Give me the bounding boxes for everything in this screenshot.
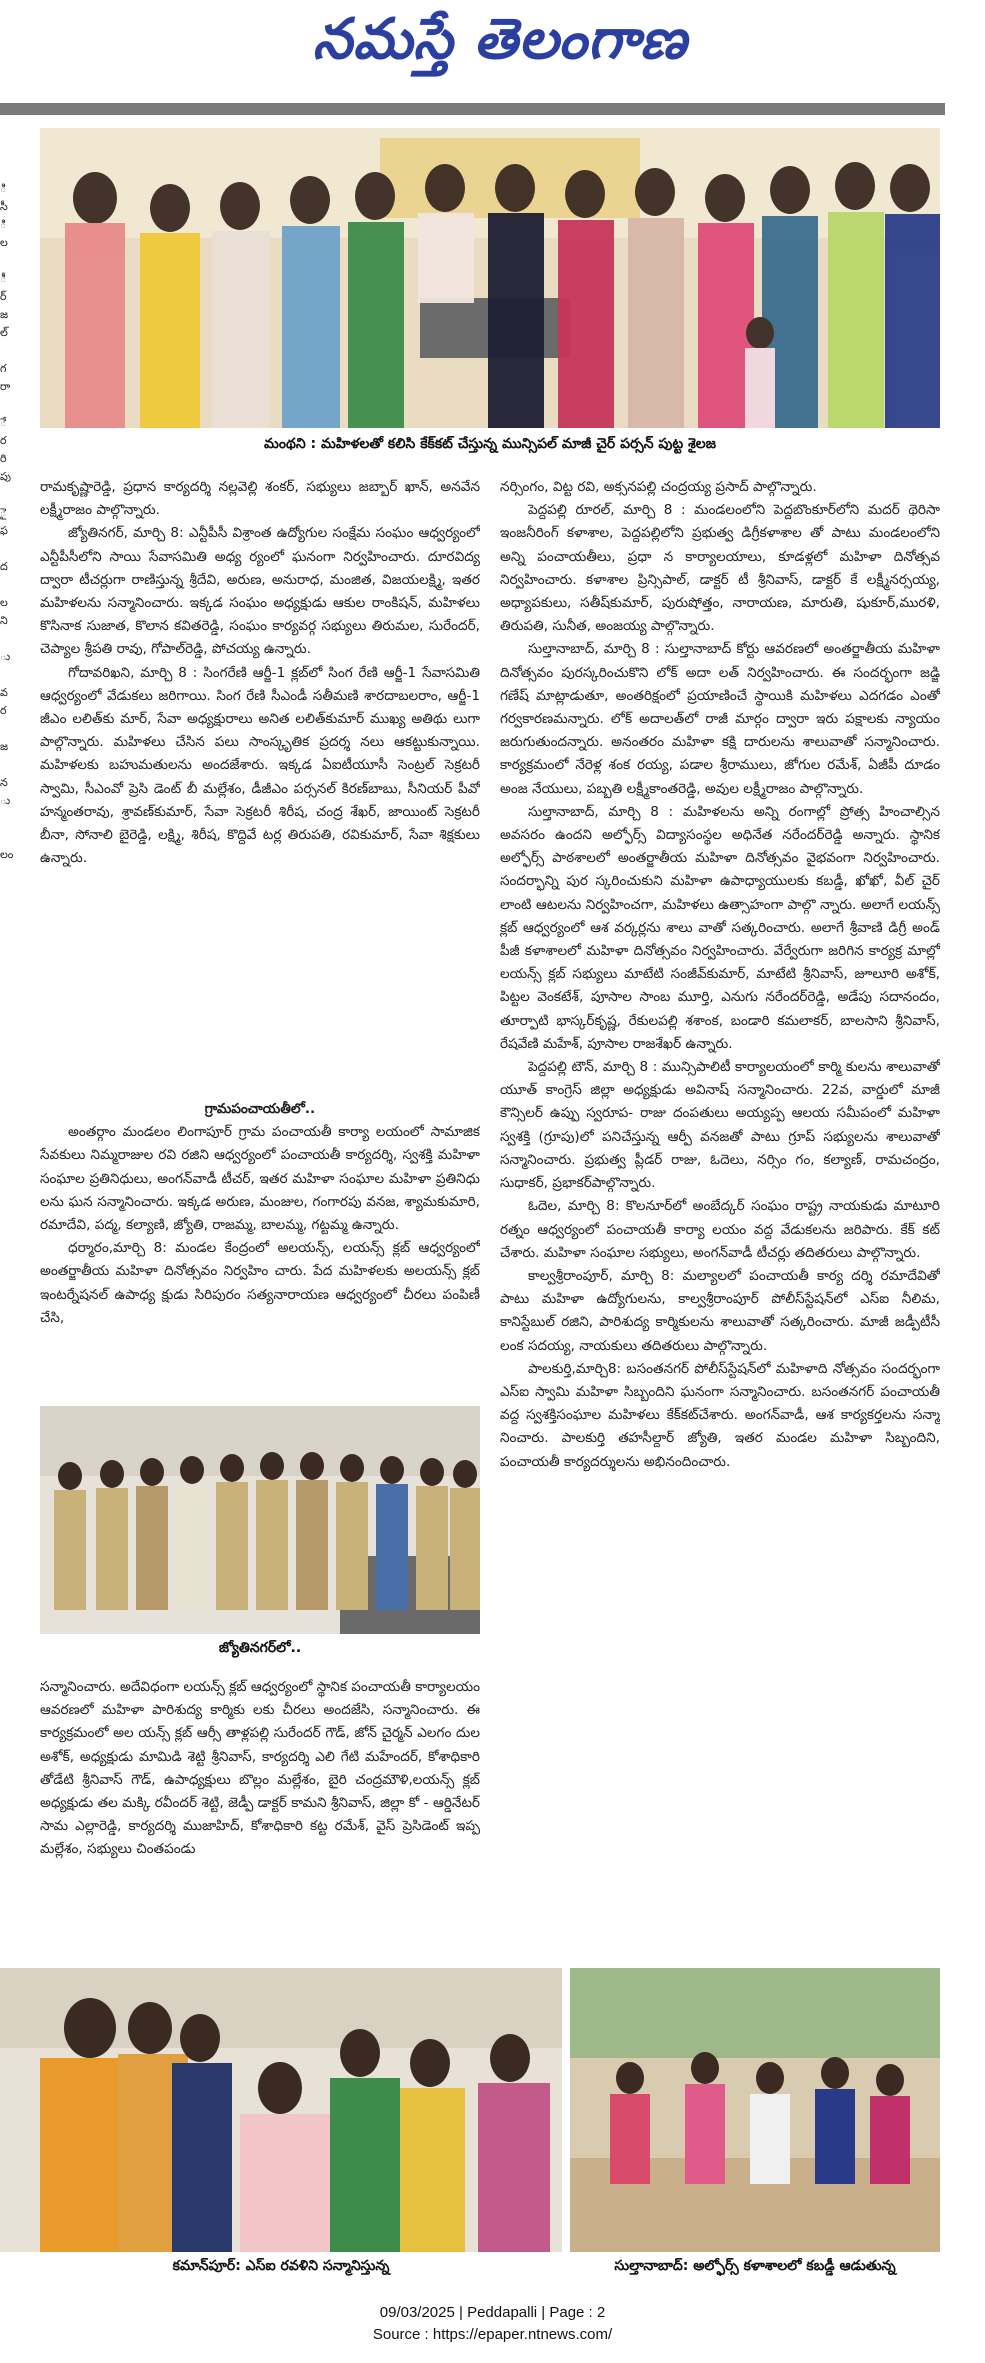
police-group-image	[40, 1406, 480, 1634]
paragraph: అంతర్గాం మండలం లింగాపూర్ గ్రామ పంచాయతీ కార్యా లయంలో సామాజిక సేవకులు నిమ్మరాజుల రవి రజిని ఆధ్వర్యంలో పంచాయతీ కార్యదర్శి, స్వశక్తి మహిళా సంఘాల ప్రతినిధులు, అంగన్‌వాడీ టీచర్, ఇతర మహిళా సంఘాల మహిళా ప్రతినిధు లను ఘన సన్మానించారు. ఇక్కడ అరుణ, మంజుల, గంగారపు వనజ, శ్యామకుమారి, రమాదేవి, పద్మ, కల్యాణి, జ్యోతి, రాజమ్మ, బాలమ్మ, గట్టమ్మ ఉన్నారు.	[40, 1124, 480, 1234]
edge-fragment: ద	[0, 560, 8, 573]
edge-fragment: ర్	[0, 290, 7, 303]
article-column-left-top	[40, 476, 480, 1098]
paragraph: సుల్తానాబాద్, మార్చి 8 : మహిళలను అన్ని రంగాల్లో ప్రోత్స హించాల్సిన అవసరం ఉందని అల్ఫోర్స్ విద్యాసంస్థల అధినేత నరేందర్‌రెడ్డి అన్నారు. స్థానిక అల్ఫోర్స్ పాఠశాలలో అంతర్జాతీయ మహిళా దినోత్సవం వైభవంగా నిర్వహించారు. సందర్భాన్ని పుర స్కరించుకుని మహిళా ఉపాధ్యాయులకు కబడ్డీ, ఖోఖో, వీల్ చైర్ లాంటి ఆటలను నిర్వహించగా, మహిళలు ఉత్సాహంగా పాల్గొ న్నారు. అలాగే లయన్స్ క్లబ్ ఆధ్వర్యంలో ఆశ వర్కర్లను శాలు వాతో సత్కరించారు. అలాగే శ్రీవాణి డిగ్రీ అండ్ పీజీ కళాశాలలో మహిళా దినోత్సవం నిర్వహించారు. వేర్వేరుగా జరిగిన కార్యక్ర మాల్లో లయన్స్ క్లబ్ సభ్యులు మాటేటి సంజీవ్‌కుమార్, మాటేటి శ్రీనివాస్, జూలూరి అశోక్, పిట్టల వెంకటేశ్, పూసాల సాంబ మూర్తి, ఎనుగు నరేందర్‌రెడ్డి, అడేపు సదానందం, తూర్పాటి భాస్కర్‌కృష్ణ, రేకులపల్లి శశాంక, బండారి కమలాకర్, బాలసాని శ్రీనివాస్, రేషవేణి మహేశ్, పూసాల రాజశేఖర్ ఉన్నారు.	[500, 803, 940, 1052]
paragraph: పాలకుర్తి,మార్చి8: బసంతనగర్ పోలీస్‌స్టేషన్‌లో మహిళాది నోత్సవం సందర్భంగా ఎస్ఐ స్వామి మహిళా సిబ్బందిని ఘనంగా సన్మానించారు. బసంతనగర్ పంచాయతీ వద్ద స్వశక్తిసంఘాల మహిళలు కేక్‌కట్‌చేశారు. అంగన్‌వాడీ, ఆశ కార్యకర్తలను సన్మా నించారు. పాలకుర్తి తహసీల్దార్ జ్యోతి, ఇతర మండల మహిళా సిబ్బందిని, పంచాయతీ కార్యదర్శులను అభినందించారు.	[500, 1360, 940, 1470]
article-column-left-mid	[40, 1098, 480, 1388]
felicitation-image	[0, 1968, 562, 2252]
masthead	[0, 0, 985, 100]
edge-fragment: ల	[0, 596, 8, 609]
bottom-right-photo-sultanabad-kabaddi	[570, 1968, 940, 2252]
edge-fragment	[0, 666, 24, 684]
edge-fragment	[0, 828, 24, 846]
police-photo-caption: జ్యోతినగర్‌లో..	[218, 1640, 302, 1656]
top-photo-women-cake-cutting	[40, 128, 940, 428]
top-photo-caption: మంథని : మహిళలతో కలిసి కేక్‌కట్ చేస్తున్న మున్సిపల్ మాజీ చైర్ పర్సన్ పుట్ట శైలజ	[264, 436, 716, 452]
edge-fragment: ర	[0, 704, 7, 717]
edge-fragment	[0, 486, 24, 504]
edge-fragment: జ	[0, 740, 9, 753]
edge-fragment: ని	[0, 614, 8, 627]
police-photo-jyothinagar	[40, 1406, 480, 1634]
edge-fragment: ు	[0, 650, 11, 663]
bottom-left-photo-caption: కమాన్‌పూర్: ఎస్‌ఐ రవళిని సన్మానిస్తున్న	[172, 2258, 390, 2274]
edge-fragment	[0, 576, 24, 594]
edge-fragment	[0, 630, 24, 648]
edge-fragment: ీ	[0, 272, 7, 285]
edge-fragment	[0, 756, 24, 774]
edge-fragment: ై	[0, 506, 7, 519]
edge-fragment: వ	[0, 686, 8, 699]
edge-fragment	[0, 396, 24, 414]
edge-fragment: గ	[0, 362, 7, 375]
paragraph: గోదావరిఖని, మార్చి 8 : సింగరేణి ఆర్జీ-1 క్లబ్‌లో సింగ రేణి ఆర్జీ-1 సేవాసమితి ఆధ్వర్యంలో వేడుకలు జరిగాయి. సింగ రేణి సీఎండీ సతీమణి శారదాబలరాం, ఆర్జీ-1 జీఎం లలిత్‌కు మార్, సేవా అధ్యక్షురాలు అనిత లలిత్‌కుమార్ ముఖ్య అతిథు లుగా పాల్గొన్నారు. మహిళలు చేసిన పలు సాంస్కృతిక ప్రదర్శ నలు ఆకట్టుకున్నాయి. మహిళలకు బహుమతులను అందజేశారు. ఇక్కడ ఏఐటీయూసీ సెంట్రల్ సెక్రటరీ స్వామి, సీఎంవో ప్రెసి డెంట్ బీ మల్లేశం, డీజీఎం పర్సనల్ కిరణ్‌బాబు, సీనియర్ పీవో హన్మంతరావు, శ్రావణ్‌కుమార్, సేవా సెక్రటరీ శిరీష, చంద్ర శేఖర్, జాయింట్ సెక్రటరీ బీనా, సోనాలి బైరెడ్డి, లక్ష్మి, శిరీష, కొద్దివే టర్ల తిరుపతి, రవికుమార్, సేవా శిక్షకులు ఉన్నారు.	[40, 664, 480, 867]
edge-fragment: ి	[0, 218, 7, 231]
edge-fragment: న	[0, 776, 8, 789]
edge-fragment: ే	[0, 416, 7, 429]
edge-fragment: ఫ	[0, 524, 8, 537]
newspaper-logo-title: నమస్తే తెలంగాణ	[312, 6, 688, 72]
paragraph: కాల్వశ్రీరాంపూర్, మార్చి 8: మల్యాలలో పంచాయతీ కార్య దర్శి రమాదేవితో పాటు మహిళా ఉద్యోగులను, కాల్వశ్రీరాంపూర్ పోలీస్‌స్టేషన్‌లో ఎస్ఐ నీలిమ, కానిస్టేబుల్ రజిని, పారిశుద్య కార్మికులను శాలువాతో సత్కరించారు. మాజీ జడ్పీటీసీ లంక సదయ్య, నాయకులు తదితరులు పాల్గొన్నారు.	[500, 1267, 940, 1354]
paragraph: పెద్దపల్లి టౌన్, మార్చి 8 : మున్సిపాలిటీ కార్యాలయంలో కార్మి కులను శాలువాతో యూత్ కాంగ్రెస్ జిల్లా అధ్యక్షుడు అవినాష్ సన్మానించారు. 22వ, వార్డులో మాజీ కౌన్సిలర్ ఉప్పు స్వరూప- రాజు దంపతులు అయ్యప్ప ఆలయ సమీపంలో మహిళా స్వశక్తి (గ్రూపు)లో పనిచేస్తున్న ఆర్పీ వనజతో పాటు గ్రూప్ సభ్యులను శాలువాతో సన్మానించారు. ప్రభుత్వ ప్లీడర్ రాజు, ఓదెలు, నర్సిం గం, కల్యాణ్, రామచంద్రం, సుధాకర్, ప్రభాకర్‌పాల్గొన్నారు.	[500, 1059, 940, 1192]
masthead-divider	[0, 103, 945, 115]
group-photo-image	[40, 128, 940, 428]
kabaddi-image	[570, 1968, 940, 2252]
paragraph: రామకృష్ణారెడ్డి, ప్రధాన కార్యదర్శి నల్లవెల్లి శంకర్, సభ్యులు జబ్బార్ ఖాన్, అనవేన లక్ష్మీరాజం పాల్గొన్నారు.	[40, 479, 480, 519]
edge-fragment: ల	[0, 236, 8, 249]
paragraph: ఓదెల, మార్చి 8: కొలనూర్‌లో అంబేద్కర్ సంఘం రాష్ట్ర నాయకుడు మాటూరి రత్నం ఆధ్వర్యంలో పంచాయతీ కార్యా లయం వద్ద వేడుకలను జరిపారు. కేక్ కట్ చేశారు. మహిళా సంఘాల సభ్యులు, అంగన్‌వాడీ టీచర్లు తదితరులు పాల్గొన్నారు.	[500, 1198, 940, 1261]
paragraph: జ్యోతినగర్, మార్చి 8: ఎన్టీపీసీ విశ్రాంత ఉద్యోగుల సంక్షేమ సంఘం ఆధ్వర్యంలో ఎన్టీపీసీలోని సాయి సేవాసమితి అధ్య ర్యంలో ఘనంగా నిర్వహించారు. దూరవిద్య ద్వారా టీచర్లుగా రాణిస్తున్న శ్రీదేవి, అరుణ, అనురాధ, మంజిత, విజయలక్ష్మి, ఇతర మహిళలను సన్మానించారు. ఇక్కడ సంఘం అధ్యక్షుడు ఆకుల రాంకిషన్, మహిళలు కొసినాక సుజాత, కొలాన కవితరెడ్డి, సంఘం కార్యవర్గ సభ్యులు తిరుమల, సురేందర్, చెప్యాల శ్రీపతి రావు, గోపాల్‌రెడ్డి, పోచయ్య ఉన్నారు.	[40, 525, 480, 658]
edge-fragment	[0, 252, 24, 270]
edge-fragment	[0, 810, 24, 828]
edge-fragment: ు	[0, 794, 11, 807]
bottom-right-photo-caption: సుల్తానాబాద్: అల్ఫోర్స్ కళాశాలలో కబడ్డీ ఆడుతున్న	[614, 2258, 896, 2274]
edge-fragment: సీ	[0, 200, 8, 213]
edge-fragment	[0, 540, 24, 558]
edge-fragment: పు	[0, 470, 11, 483]
edge-fragment: జ	[0, 308, 9, 321]
paragraph: నర్సింగం, విట్ట రవి, అక్సనపల్లి చంద్రయ్య ప్రసాద్ పాల్గొన్నారు.	[500, 479, 817, 495]
edge-fragment	[0, 342, 24, 360]
edge-fragment: ల్	[0, 326, 8, 339]
footer-source-line: Source : https://epaper.ntnews.com/	[372, 2326, 613, 2343]
edge-fragment: ి	[0, 182, 7, 195]
footer-edition-line: 09/03/2025 | Peddapalli | Page : 2	[379, 2304, 606, 2321]
edge-fragment: లం	[0, 848, 14, 861]
bottom-left-photo-kamanpur	[0, 1968, 562, 2252]
adjacent-article-edge	[0, 180, 24, 980]
section-subheading: గ్రామపంచాయతీలో..	[204, 1101, 316, 1117]
edge-fragment: ర	[0, 434, 7, 447]
edge-text-fragments	[0, 180, 24, 864]
edge-fragment	[0, 720, 24, 738]
paragraph: ధర్మారం,మార్చి 8: మండల కేంద్రంలో అలయన్స్, లయన్స్ క్లబ్ ఆధ్వర్యంలో అంతర్జాతీయ మహిళా దినోత్సవం నిర్వహిం చారు. పేద మహిళలకు అలయన్స్ క్లబ్ ఇంటర్నేషనల్ ఉపాధ్య క్షుడు సిరిపురం సత్యనారాయణ ఆధ్వర్యంలో చీరలు పంపిణీ చేసి,	[40, 1240, 480, 1326]
article-column-right	[500, 476, 940, 1966]
edge-fragment: రి	[0, 452, 7, 465]
article-column-left-bottom	[40, 1676, 480, 1966]
paragraph: సన్మానించారు. అదేవిధంగా లయన్స్ క్లబ్ ఆధ్వర్యంలో స్థానిక పంచాయతీ కార్యాలయం ఆవరణలో మహిళా పారిశుద్య కార్మికు లకు చీరలు అందజేసి, సన్మానించారు. ఈ కార్యక్రమంలో అల యన్స్ క్లబ్ ఆర్సీ తాళ్లపల్లి సురేందర్ గౌడ్, జోన్ చైర్మన్ ఎలగం దుల అశోక్, అధ్యక్షుడు మామిడి శెట్టి శ్రీనివాస్, కార్యదర్శి ఎలి గేటి మహేందర్, కోశాధికారి తోడేటి శ్రీనివాస్ గౌడ్, ఉపాధ్యక్షులు బొల్లం మల్లేశం, బైరి చంద్రమౌళి,లయన్స్ క్లబ్ అధ్యక్షుడు తల మక్కి రవీందర్ శెట్టి, జెడ్పీ డాక్టర్ కామని శ్రీనివాస్, జిల్లా కో - ఆర్డినేటర్ సామ ఎల్లారెడ్డి, కార్యదర్శి ముజాహిద్, కోశాధికారి కట్ట రమేశ్, వైస్ ప్రెసిడెంట్ ఇప్ప మల్లేశం, సభ్యులు చింతపండు	[40, 1679, 480, 1858]
paragraph: సుల్తానాబాద్, మార్చి 8 : సుల్తానాబాద్ కోర్టు ఆవరణలో అంతర్జాతీయ మహిళా దినోత్సవం పురస్కరించుకొని లోక్ అదా లత్ నిర్వహించారు. ఈ సందర్భంగా జడ్జి గణేష్ మాట్లాడుతూ, అంతరిక్షంలో ప్రయాణించే స్థాయికి మహిళలు ఎదగడం ఎంతో గర్వకారణమన్నారు. లోక్ అదాలత్‌లో రాజీ మార్గం ద్వారా ఇరు పక్షాలకు న్యాయం జరుగుతుందన్నారు. అనంతరం మహిళా కక్షి దారులను శాలువాతో సన్మానించారు. కార్యక్రమంలో నేరెళ్ల శంక రయ్య, పడాల శ్రీరాములు, జోగుల రమేశ్, ఏజీపీ దూడం అంజ నేయులు, పబ్బతి లక్ష్మీకాంతరెడ్డి, అవుల లక్ష్మీరాజం పాల్గొన్నారు.	[500, 641, 940, 797]
paragraph: పెద్దపల్లి రూరల్, మార్చి 8 : మండలంలోని పెద్దబొంకూర్‌లోని మదర్ థెరిసా ఇంజనీరింగ్ కళాశాల, పెద్దపల్లిలోని ప్రభుత్వ డిగ్రీకళాశాల తో పాటు మండలంలోని అన్ని పంచాయతీలు, ప్రధా న కార్యాలయాలు, కూడళ్లలో మహిళా దినోత్సవ నిర్వహించారు. కళాశాల ప్రిన్సిపాల్, డాక్టర్ టీ శ్రీనివాస్, డాక్టర్ కే లక్ష్మీనర్సయ్య, అధ్యాపకులు, సతీష్‌కుమార్, పురుషోత్తం, నారాయణ, మారుతి, షుకూర్,మురళి, తిరుపతి, సునీత, అంజయ్య పాల్గొన్నారు.	[500, 502, 940, 635]
edge-fragment: రా	[0, 380, 11, 393]
